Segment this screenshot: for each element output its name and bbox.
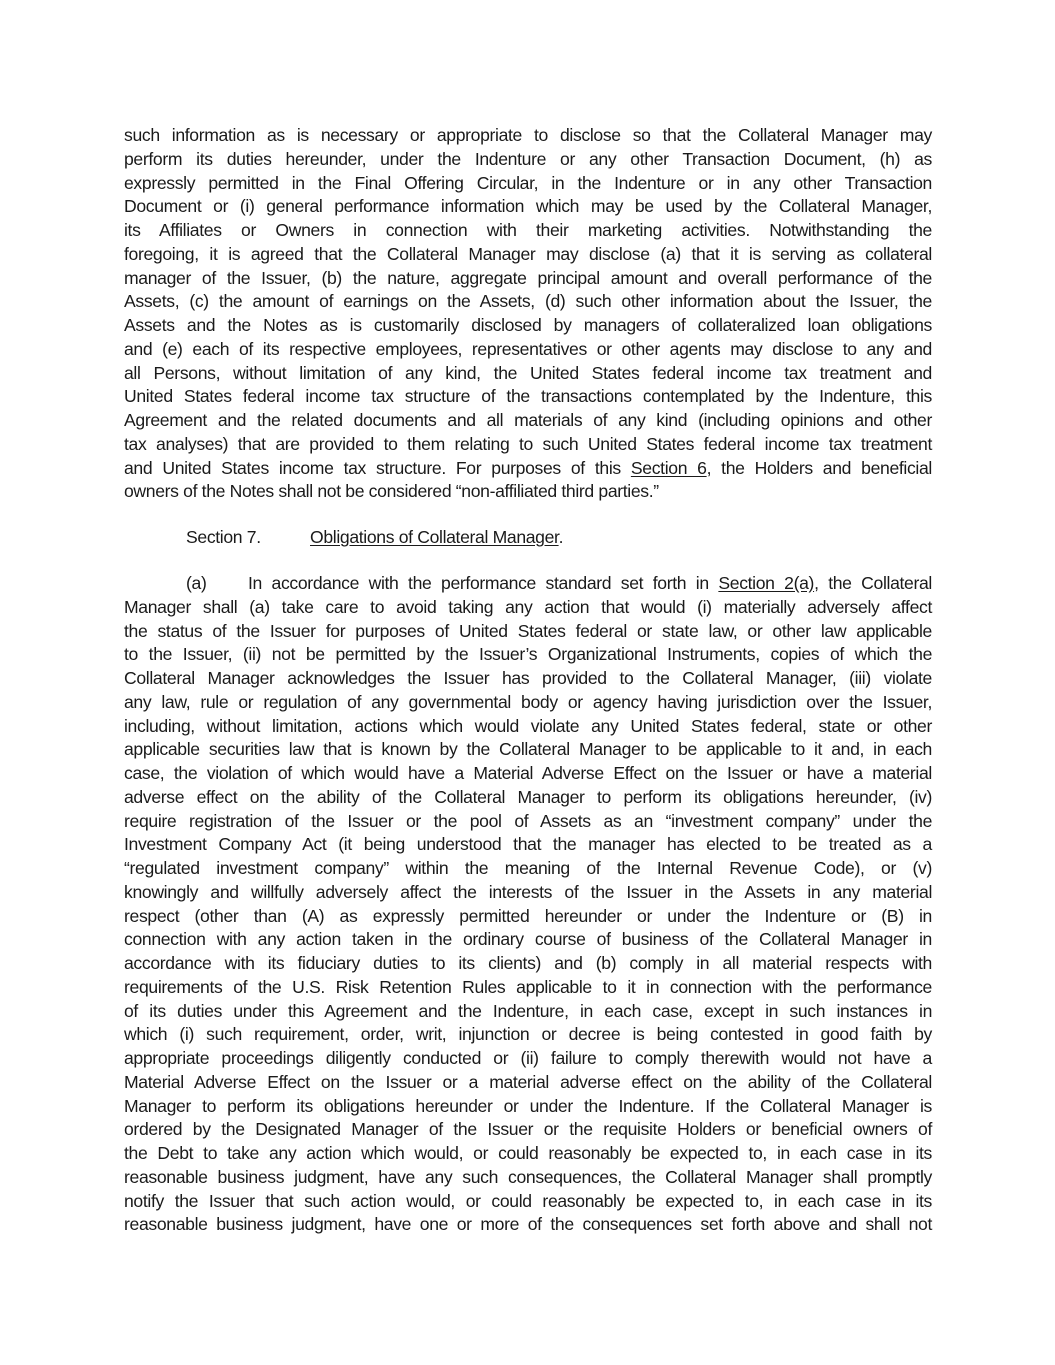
- text-line: Investment Company Act (it being understood that the manager has elected to be treated as a: [124, 834, 932, 855]
- text-line: including, without limitation, actions which would violate any United States federal, state or other: [124, 715, 932, 736]
- text-line: Assets and the Notes as is customarily disclosed by managers of collateralized loan obligations: [124, 315, 932, 335]
- text-line: “regulated investment company” within the meaning of the Internal Revenue Code), or (v): [124, 858, 932, 878]
- text-line: Material Adverse Effect on the Issuer or a material adverse effect on the ability of the Collateral: [124, 1071, 932, 1092]
- subsection-label: (a): [186, 573, 207, 593]
- text-fragment: , the Holders and beneficial: [706, 457, 932, 478]
- text-fragment: , the Collateral: [814, 573, 932, 593]
- section-7-heading: [186, 526, 563, 550]
- text-line: respect (other than (A) as expressly permitted hereunder or under the Indenture or (B) in: [124, 905, 932, 926]
- text-line: notify the Issuer that such action would, or could reasonably be expected to, in each case in its: [124, 1190, 932, 1211]
- text-line: Document or (i) general performance information which may be used by the Collateral Manager,: [124, 196, 932, 217]
- text-line: which (i) such requirement, order, writ, injunction or decree is being contested in good faith by: [124, 1024, 932, 1045]
- text-line: all Persons, without limitation of any kind, the United States federal income tax treatment and: [124, 362, 932, 383]
- text-line: Assets, (c) the amount of earnings on the Assets, (d) such other information about the Issuer, the: [124, 291, 932, 312]
- text-line: the status of the Issuer for purposes of United States federal or state law, or other law applicable: [124, 620, 932, 641]
- text-line: expressly permitted in the Final Offering Circular, in the Indenture or in any other Transaction: [124, 172, 932, 193]
- text-line: applicable securities law that is known by the Collateral Manager to be applicable to it and, in each: [124, 739, 932, 760]
- text-line: Collateral Manager acknowledges the Issuer has provided to the Collateral Manager, (iii) violate: [124, 668, 932, 688]
- text-line: appropriate proceedings diligently conducted or (ii) failure to comply therewith would not have a: [124, 1048, 932, 1068]
- text-line: such information as is necessary or appropriate to disclose so that the Collateral Manager may: [124, 125, 932, 145]
- text-line: connection with any action taken in the ordinary course of business of the Collateral Manager in: [124, 929, 932, 950]
- text-line: manager of the Issuer, (b) the nature, aggregate principal amount and overall performance of the: [124, 267, 932, 288]
- text-line: case, the violation of which would have a Material Adverse Effect on the Issuer or have a material: [124, 763, 932, 783]
- paragraph-disclosure: [124, 124, 932, 504]
- section-title-period: .: [558, 527, 564, 547]
- document-page: [124, 124, 932, 1235]
- text-line: United States federal income tax structure of the transactions contemplated by the Indenture, this: [124, 386, 932, 407]
- text-line: perform its duties hereunder, under the Indenture or any other Transaction Document, (h) as: [124, 148, 932, 169]
- section-2a-reference: Section 2(a): [718, 573, 815, 593]
- text-line: any law, rule or regulation of any governmental body or agency having jurisdiction over the Issuer,: [124, 691, 932, 712]
- text-line: Manager shall (a) take care to avoid taking any action that would (i) materially adversely affect: [124, 596, 932, 617]
- text-line-section6-reference: [124, 457, 932, 481]
- paragraph-section-7a: [124, 572, 932, 1237]
- text-line: to the Issuer, (ii) not be permitted by the Issuer’s Organizational Instruments, copies of which the: [124, 644, 932, 665]
- text-line: owners of the Notes shall not be considered “non-affiliated third parties.”: [124, 481, 659, 502]
- text-line: requirements of the U.S. Risk Retention Rules applicable to it in connection with the performance: [124, 976, 932, 997]
- text-line: and (e) each of its respective employees, representatives or other agents may disclose to any and: [124, 338, 932, 359]
- text-line: reasonable business judgment, have one or more of the consequences set forth above and shall not: [124, 1214, 932, 1235]
- text-line: foregoing, it is agreed that the Collateral Manager may disclose (a) that it is serving as collateral: [124, 243, 932, 264]
- text-line: its Affiliates or Owners in connection with their marketing activities. Notwithstanding the: [124, 220, 932, 240]
- text-line: tax analyses) that are provided to them relating to such United States federal income tax treatment: [124, 433, 932, 454]
- text-fragment: In accordance with the performance standard set forth in: [248, 573, 719, 593]
- section-6-reference: Section 6: [630, 457, 707, 478]
- text-line: ordered by the Designated Manager of the Issuer or the requisite Holders or beneficial owners of: [124, 1119, 932, 1140]
- text-line: require registration of the Issuer or the pool of Assets as an “investment company” under the: [124, 810, 932, 831]
- section-number: Section 7.: [186, 527, 261, 547]
- section-title: Obligations of Collateral Manager: [310, 527, 559, 547]
- text-line: of its duties under this Agreement and the Indenture, in each case, except in such instances in: [124, 1000, 932, 1021]
- text-line: knowingly and willfully adversely affect the interests of the Issuer in the Assets in any material: [124, 881, 932, 902]
- text-line: accordance with its fiduciary duties to its clients) and (b) comply in all material respects with: [124, 953, 932, 973]
- text-line: Agreement and the related documents and all materials of any kind (including opinions and other: [124, 410, 932, 430]
- text-line: Manager to perform its obligations hereunder or under the Indenture. If the Collateral Manager is: [124, 1095, 932, 1116]
- text-line-first: [124, 572, 932, 596]
- text-line: reasonable business judgment, have any such consequences, the Collateral Manager shall promptly: [124, 1166, 932, 1187]
- text-line: the Debt to take any action which would, or could reasonably be expected to, in each case in its: [124, 1143, 932, 1163]
- text-line: adverse effect on the ability of the Collateral Manager to perform its obligations hereunder, (iv): [124, 786, 932, 807]
- text-fragment: and United States income tax structure. For purposes of this: [124, 457, 631, 478]
